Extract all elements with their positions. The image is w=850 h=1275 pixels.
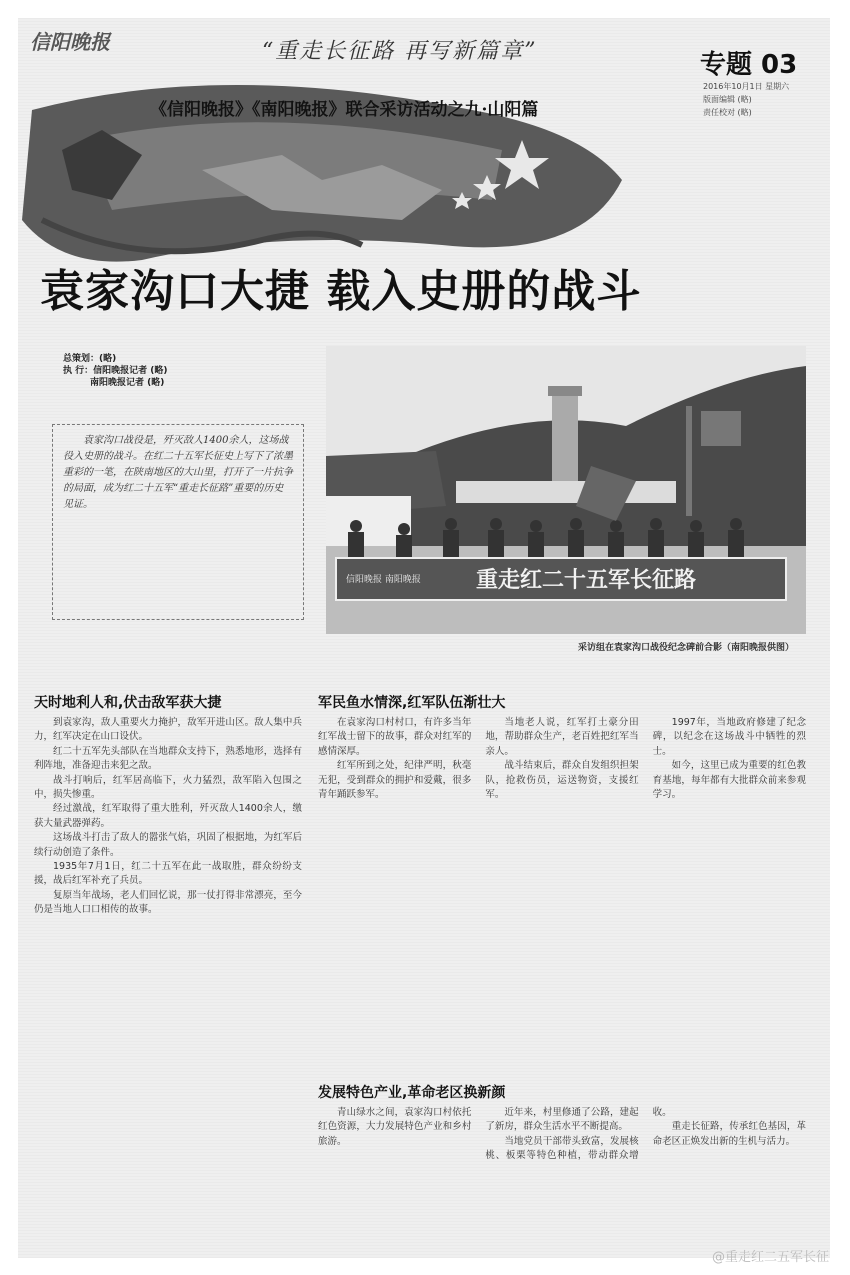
meta-line: 2016年10月1日 星期六 <box>703 82 790 91</box>
section-meta <box>703 80 821 119</box>
paragraph: 经过激战，红军取得了重大胜利，歼灭敌人1400余人，缴获大量武器弹药。 <box>34 803 302 829</box>
photo-banner-text: 重走红二十五军长征路 <box>476 568 697 593</box>
watermark: @重走红二五军长征 <box>712 1250 830 1265</box>
photo-caption: 采访组在袁家沟口战役纪念碑前合影（南阳晚报供图） <box>578 643 795 653</box>
series-title: 《信阳晚报》《南阳晚报》联合采访活动之九·山阳篇 <box>150 100 539 120</box>
paragraph: 青山绿水之间，袁家沟口村依托红色资源，大力发展特色产业和乡村旅游。 <box>318 1107 472 1147</box>
paragraph: 当地老人说，红军打土豪分田地，帮助群众生产，老百姓把红军当亲人。 <box>485 717 639 757</box>
paragraph: 当地党员干部带头致富，发展核桃、板栗等特色种植，带动群众增收。 <box>485 1107 672 1162</box>
paragraph: 在袁家沟口村村口，有许多当年红军战士留下的故事，群众对红军的感情深厚。 <box>318 717 472 757</box>
paragraph: 1997年，当地政府修建了纪念碑，以纪念在这场战斗中牺牲的烈士。 <box>652 717 806 757</box>
paragraph: 这场战斗打击了敌人的嚣张气焰，巩固了根据地，为红军后续行动创造了条件。 <box>34 832 302 858</box>
paragraph: 战斗打响后，红军居高临下，火力猛烈，敌军陷入包围之中，损失惨重。 <box>34 774 302 801</box>
paragraph: 复原当年战场，老人们回忆说，那一仗打得非常漂亮，至今仍是当地人口口相传的故事。 <box>34 889 302 916</box>
paragraph: 红二十五军先头部队在当地群众支持下，熟悉地形，选择有利阵地，准备迎击来犯之敌。 <box>34 745 302 772</box>
group-photo <box>326 346 806 634</box>
lead-paragraph: 袁家沟口战役是，歼灭敌人1400余人，这场战役入史册的战斗。在红二十五军长征史上写下了浓墨重彩的一笔，在陕南地区的大山里，打开了一片抗争的局面，成为红二十五军“重走长征路”重要的历史见证。 <box>52 424 304 620</box>
section-3-heading: 发展特色产业,革命老区换新颜 <box>318 1085 506 1101</box>
paragraph: 战斗结束后，群众自发组织担架队，抢救伤员，运送物资，支援红军。 <box>485 760 639 801</box>
section-2-heading: 军民鱼水情深,红军队伍渐壮大 <box>318 695 506 711</box>
section-3-body <box>318 1106 806 1236</box>
credit-line: 执 行：信阳晚报记者 (略) <box>63 366 168 376</box>
credit-line: 南阳晚报记者 (略) <box>90 378 165 388</box>
paragraph: 近年来，村里修通了公路，建起了新房，群众生活水平不断提高。 <box>485 1107 639 1133</box>
credits <box>63 353 303 389</box>
paragraph: 到袁家沟，敌人重要火力掩护，敌军开进山区。敌人集中兵力，红军决定在山口设伏。 <box>34 717 302 743</box>
meta-line: 责任校对 (略) <box>703 108 752 117</box>
paragraph: 如今，这里已成为重要的红色教育基地，每年都有大批群众前来参观学习。 <box>652 760 806 801</box>
masthead: 信阳晚报 <box>30 30 110 54</box>
paragraph: 重走长征路，传承红色基因，革命老区正焕发出新的生机与活力。 <box>652 1121 806 1147</box>
credit-line: 总策划：(略) <box>63 354 117 364</box>
slogan: “重走长征路 再写新篇章” <box>262 39 538 64</box>
section-2-body <box>318 716 806 1066</box>
section-1-body <box>34 716 302 1238</box>
photo-banner-side: 信阳晚报 南阳晚报 <box>346 575 421 585</box>
meta-line: 版面编辑 (略) <box>703 95 752 104</box>
paragraph: 1935年7月1日，红二十五军在此一战取胜，群众纷纷支援，战后红军补充了兵员。 <box>34 861 302 887</box>
section-1-heading: 天时地利人和,伏击敌军获大捷 <box>34 695 222 711</box>
section-title: 专题 03 <box>700 50 798 80</box>
paragraph: 红军所到之处，纪律严明，秋毫无犯，受到群众的拥护和爱戴，很多青年踊跃参军。 <box>318 760 472 801</box>
headline: 袁家沟口大捷 载入史册的战斗 <box>40 266 642 317</box>
